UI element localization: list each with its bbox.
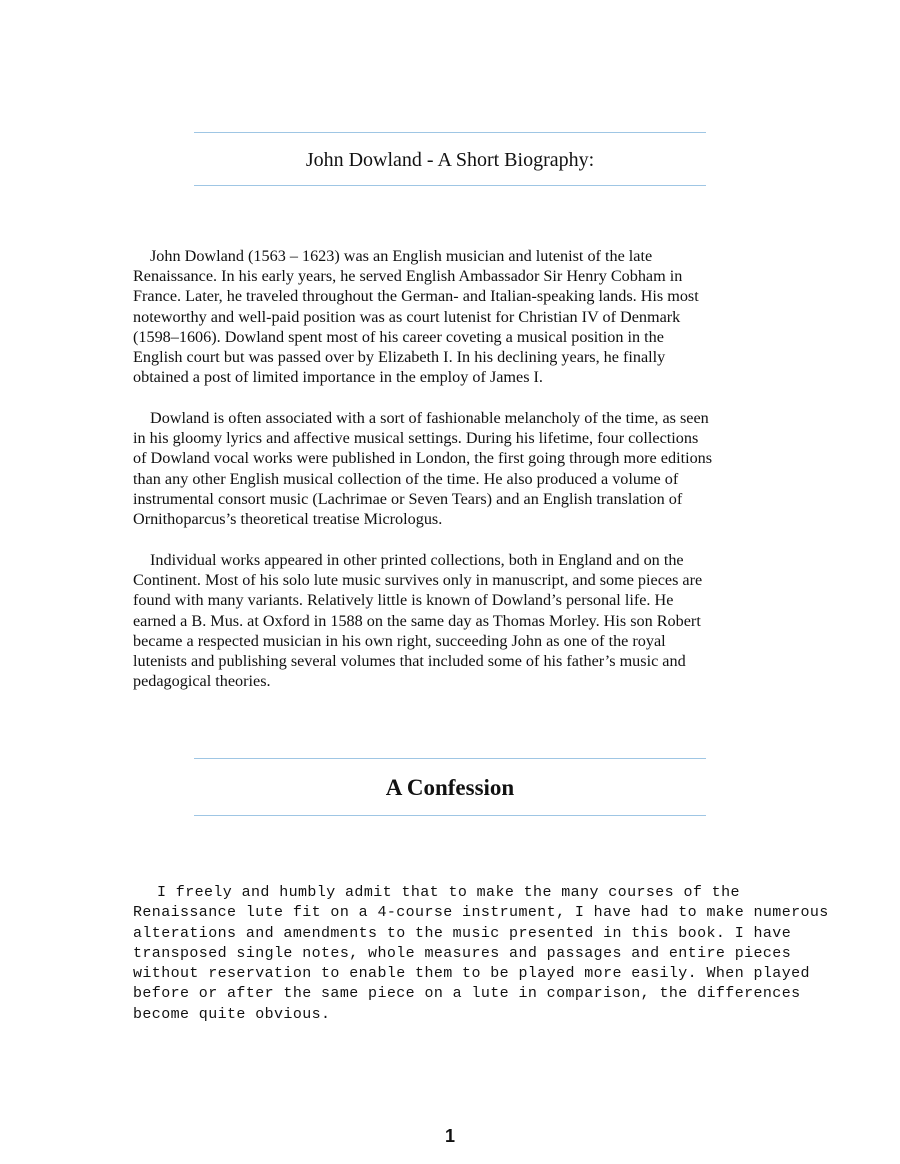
text-line: became a respected musician in his own right, succeeding John as one of the royal [133,631,666,650]
biography-paragraph-1 [133,246,783,387]
text-line: (1598–1606). Dowland spent most of his career coveting a musical position in the [133,327,664,346]
biography-paragraph-2 [133,408,783,529]
text-line: Individual works appeared in other printed collections, both in England and on the [150,551,684,569]
page-number: 1 [444,1126,455,1146]
text-line: of Dowland vocal works were published in London, the first going through more editions [133,449,713,468]
confession-paragraph [133,883,829,1025]
confession-title-bottom-rule [194,815,706,816]
text-line: noteworthy and well-paid position was as court lutenist for Christian IV of Denmark [133,307,681,326]
text-line: France. Later, he traveled throughout the German- and Italian-speaking lands. His most [133,287,699,306]
text-line: in his gloomy lyrics and affective musical settings. During his lifetime, four collections [133,429,699,448]
text-line: I freely and humbly admit that to make the many courses of the [157,884,740,901]
text-line: John Dowland (1563 – 1623) was an English musician and lutenist of the late [150,247,653,265]
text-line: without reservation to enable them to be played more easily. When played [133,965,810,983]
confession-title: A Confession [385,775,515,800]
text-line: Ornithoparcus’s theoretical treatise Micrologus. [133,510,443,529]
text-line: Renaissance. In his early years, he served English Ambassador Sir Henry Cobham in [133,267,683,286]
text-line: Dowland is often associated with a sort of fashionable melancholy of the time, as seen [150,409,709,427]
text-line: earned a B. Mus. at Oxford in 1588 on the same day as Thomas Morley. His son Robert [133,611,701,630]
text-line: obtained a post of limited importance in the employ of James I. [133,368,543,387]
text-line: transposed single notes, whole measures and passages and entire pieces [133,944,792,962]
biography-title: John Dowland - A Short Biography: [305,149,595,171]
text-line: Continent. Most of his solo lute music survives only in manuscript, and some pieces are [133,571,703,590]
confession-title-top-rule [194,758,706,759]
text-line: become quite obvious. [133,1005,331,1023]
bio-title-bottom-rule [194,185,706,186]
text-line: alterations and amendments to the music presented in this book. I have [133,924,792,942]
text-line: pedagogical theories. [133,672,271,691]
bio-title-top-rule [194,132,706,133]
text-line: before or after the same piece on a lute in comparison, the differences [133,985,801,1003]
text-line: found with many variants. Relatively little is known of Dowland’s personal life. He [133,591,674,610]
text-line: than any other English musical collection of the time. He also produced a volume of [133,469,679,488]
biography-paragraph-3 [133,550,783,691]
text-line: lutenists and publishing several volumes that included some of his father’s music and [133,652,686,671]
text-line: English court but was passed over by Elizabeth I. In his declining years, he finally [133,348,666,367]
text-line: instrumental consort music (Lachrimae or Seven Tears) and an English translation of [133,489,683,508]
text-line: Renaissance lute fit on a 4-course instrument, I have had to make numerous [133,904,829,922]
